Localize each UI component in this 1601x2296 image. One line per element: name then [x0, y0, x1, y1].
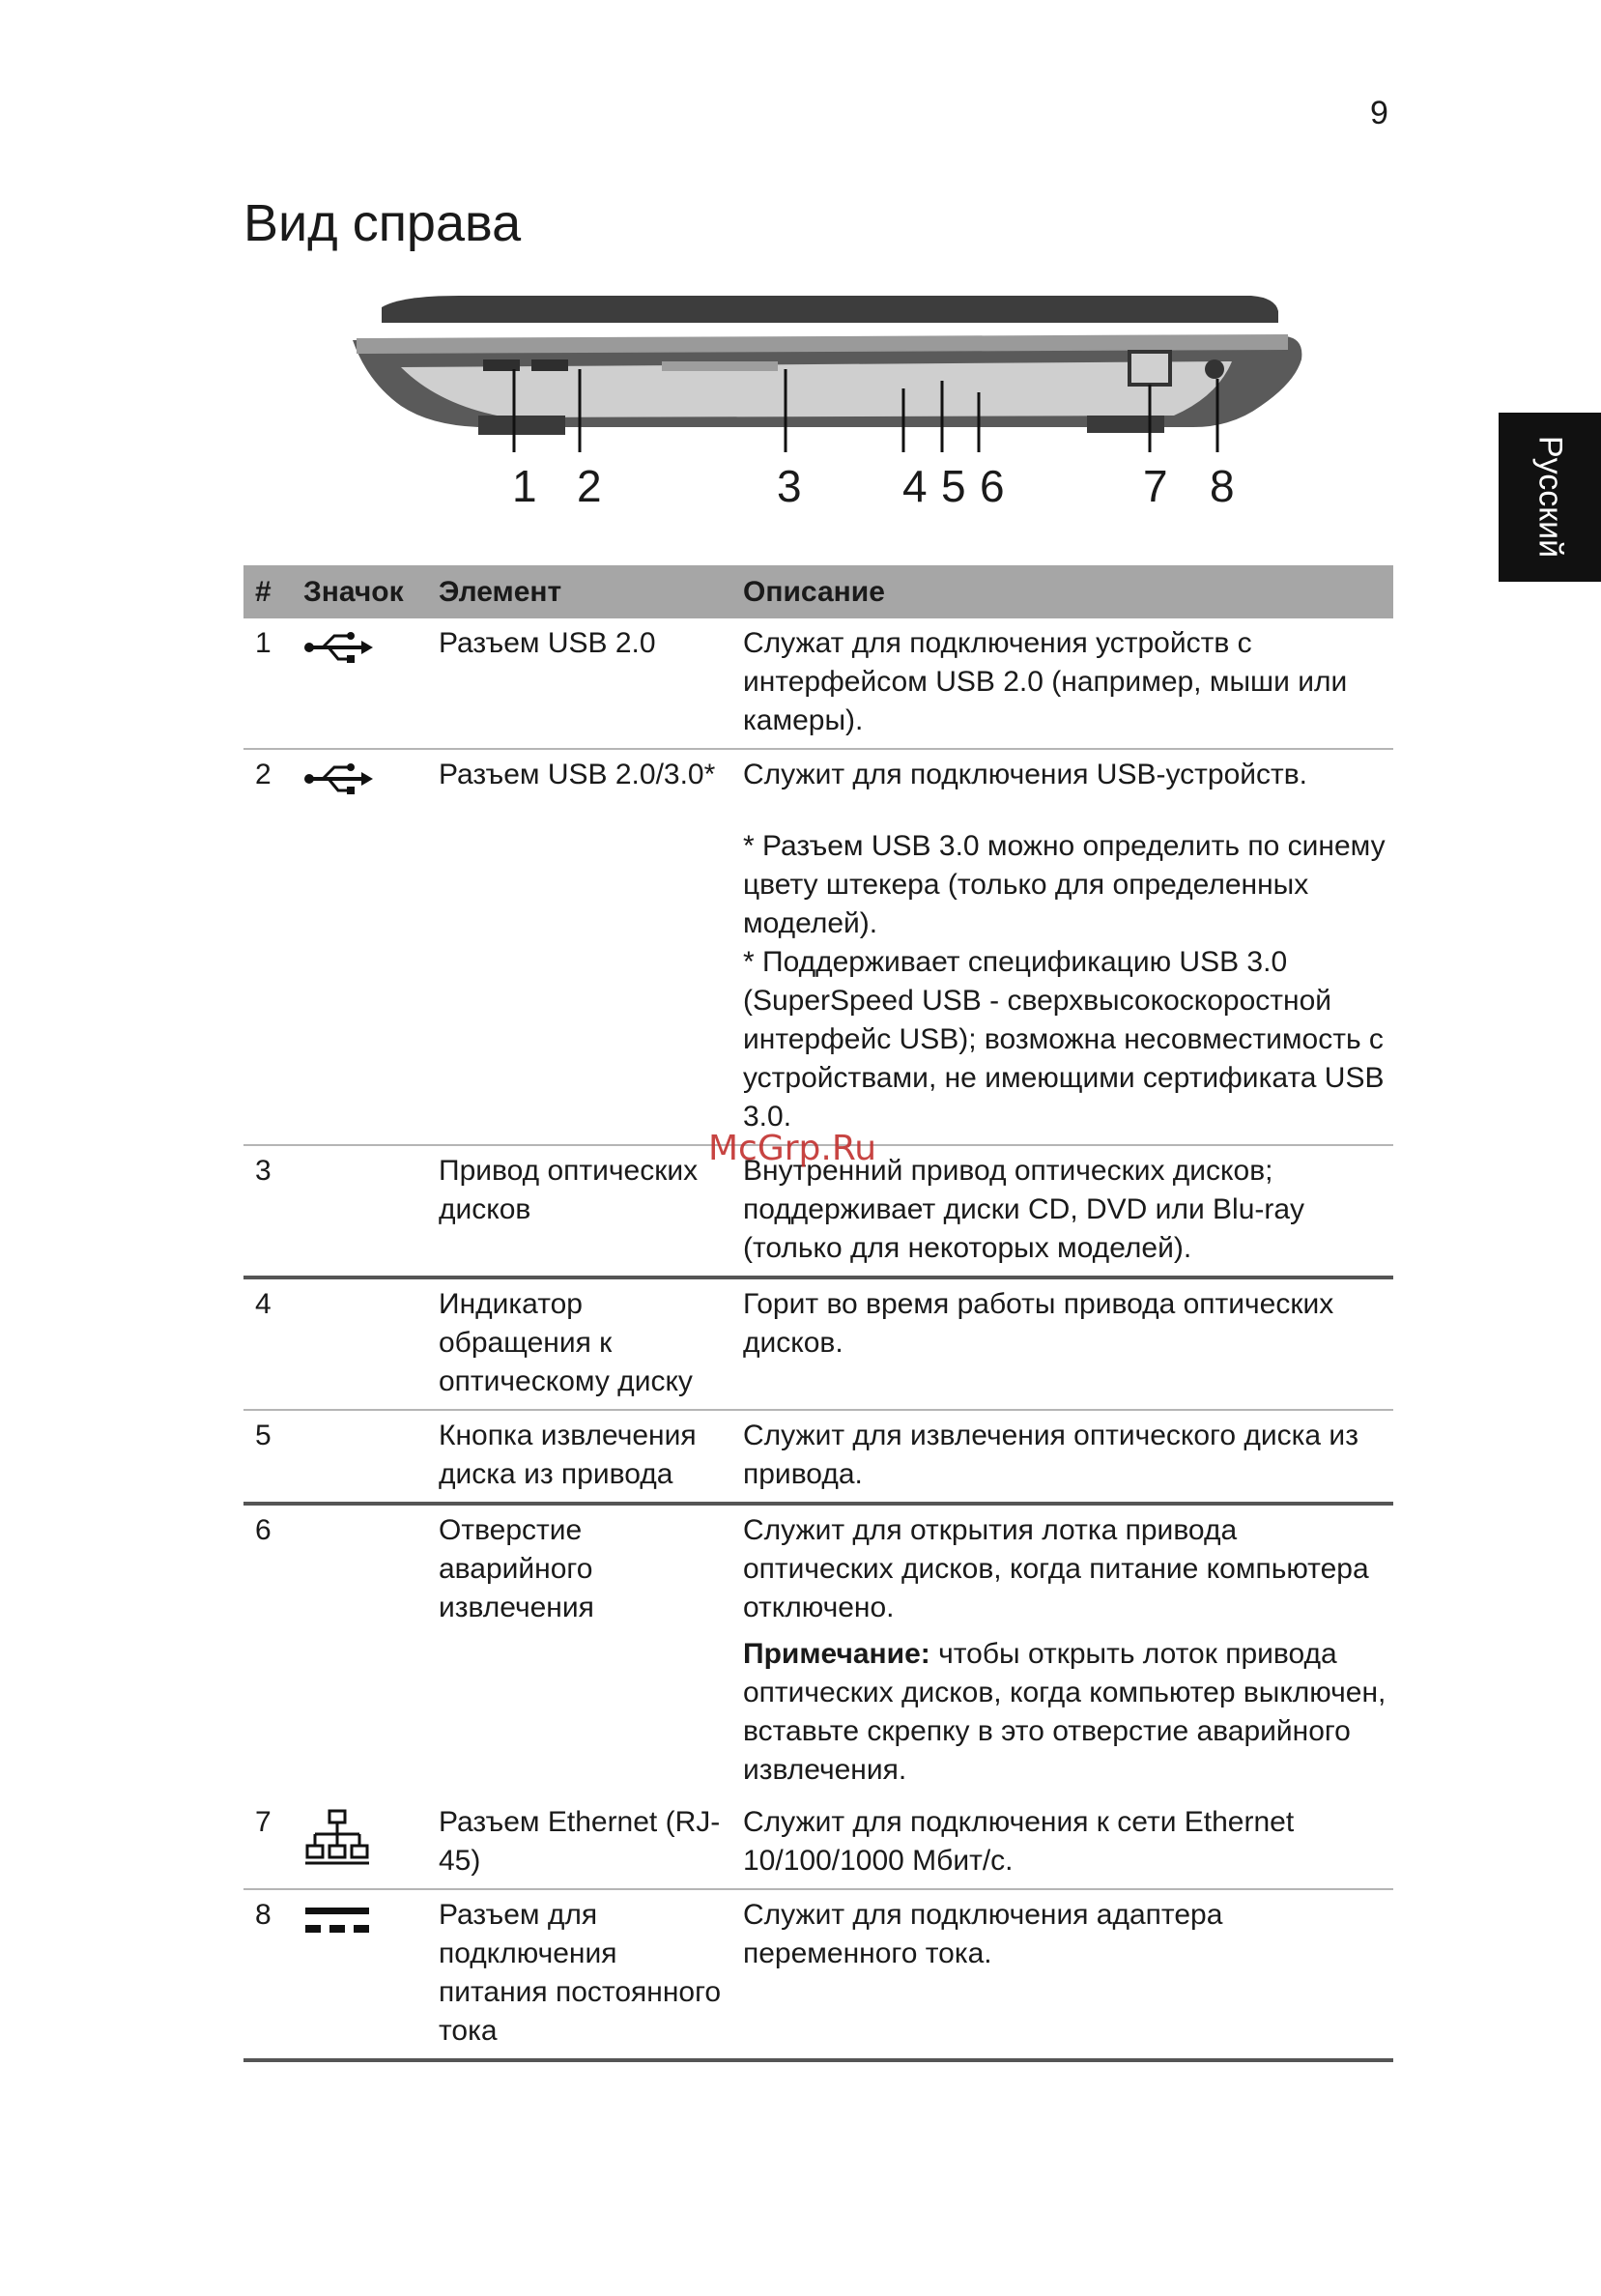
row-element: Разъем Ethernet (RJ-45): [439, 1806, 721, 1877]
callout-4: 4: [902, 461, 928, 511]
row-description: Служат для подключения устройств с интерфейсом USB 2.0 (например, мыши или камеры).: [743, 627, 1348, 736]
callout-8: 8: [1210, 461, 1235, 511]
row-description: Внутренний привод оптических дисков; поддерживает диски CD, DVD или Blu-ray (только для некоторых моделей).: [743, 1155, 1305, 1264]
row-num: 2: [243, 749, 292, 1145]
row-num: 7: [255, 1806, 272, 1838]
language-tab-label: Русский: [1531, 436, 1569, 559]
row-element: Разъем USB 2.0: [439, 627, 656, 659]
watermark: McGrp.Ru: [708, 1129, 877, 1168]
row-element: Разъем для подключения питания постоянного тока: [427, 1889, 731, 2060]
table-row: [243, 1504, 1393, 1797]
row-description-footnote-2: * Поддерживает спецификацию USB 3.0 (SuperSpeed USB - сверхвысокоскоростной интерфейс USB); возможна несовместимость с устройствами, не имеющими сертификата USB 3.0.: [743, 946, 1385, 1133]
row-description: Служит для подключения USB-устройств.: [743, 759, 1308, 790]
row-description: Служит для подключения к сети Ethernet 10/100/1000 Мбит/с.: [743, 1806, 1295, 1877]
row-description: Служит для открытия лотка привода оптических дисков, когда питание компьютера отключено.: [743, 1514, 1369, 1623]
header-icon: Значок: [292, 565, 427, 618]
header-description: Описание: [731, 565, 1393, 618]
row-note: [743, 1635, 1393, 1790]
dc-power-icon: [303, 1902, 371, 1940]
callout-6: 6: [980, 461, 1005, 511]
row-element: Привод оптических дисков: [427, 1145, 731, 1277]
row-description: Горит во время работы привода оптических дисков.: [743, 1288, 1334, 1359]
table-row: [243, 1410, 1393, 1504]
callout-5: 5: [941, 461, 966, 511]
usb-icon: [303, 630, 375, 663]
usb-icon: [303, 761, 375, 794]
callout-2: 2: [577, 461, 602, 511]
page-title: Вид справа: [243, 194, 522, 252]
row-num: 3: [243, 1145, 292, 1277]
note-text: чтобы открыть лоток привода оптических дисков, когда компьютер выключен, вставьте скрепку в это отверстие аварийного извлечения.: [743, 1638, 1387, 1786]
callout-7: 7: [1143, 461, 1168, 511]
row-element: Индикатор обращения к оптическому диску: [427, 1277, 731, 1410]
table-header-row: [243, 565, 1393, 618]
row-description-footnote-1: * Разъем USB 3.0 можно определить по синему цвету штекера (только для определенных моделей).: [743, 830, 1386, 939]
ethernet-icon: [303, 1809, 371, 1867]
header-element: Элемент: [427, 565, 731, 618]
table-row: [243, 1889, 1393, 2060]
callout-3: 3: [777, 461, 802, 511]
row-element: Разъем USB 2.0/3.0*: [427, 749, 731, 1145]
ports-table: [243, 565, 1393, 2062]
page-number: 9: [1370, 95, 1388, 131]
row-num: 6: [243, 1504, 292, 1797]
table-row: [243, 1797, 1393, 1889]
note-label: Примечание:: [743, 1638, 930, 1670]
table-row: [243, 749, 1393, 1145]
row-description: Служит для подключения адаптера переменного тока.: [743, 1899, 1223, 1969]
callout-numbers: [0, 460, 1601, 518]
row-element: Кнопка извлечения диска из привода: [427, 1410, 731, 1504]
header-num: #: [243, 565, 292, 618]
row-description: Служит для извлечения оптического диска из привода.: [743, 1420, 1358, 1490]
row-num: 5: [243, 1410, 292, 1504]
table-row: [243, 618, 1393, 749]
row-num: 4: [243, 1277, 292, 1410]
row-num: 8: [243, 1889, 292, 2060]
row-num: 1: [255, 627, 272, 659]
table-row: [243, 1277, 1393, 1410]
row-element: Отверстие аварийного извлечения: [427, 1504, 731, 1797]
callout-1: 1: [512, 461, 537, 511]
